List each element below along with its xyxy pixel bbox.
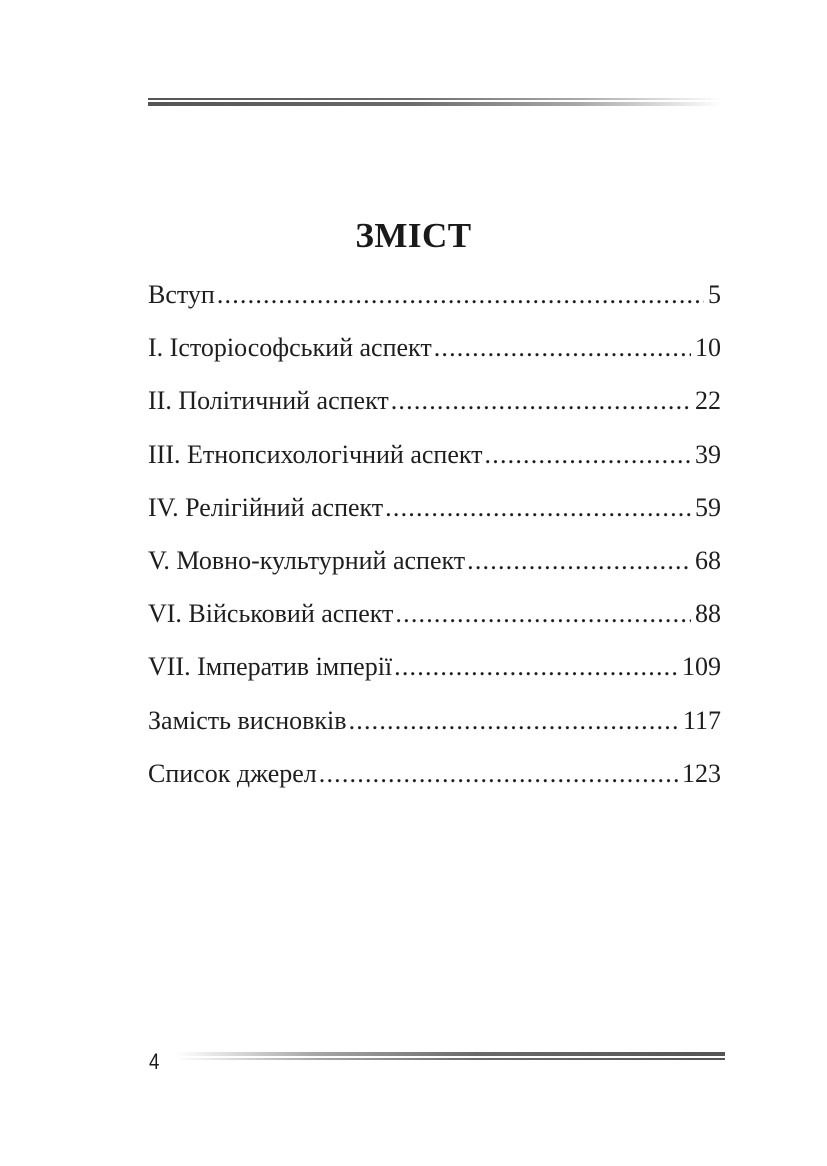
toc-entry-label: VII. Імператив імперії (148, 652, 393, 682)
header-rule-thin-line (148, 98, 722, 100)
footer-rule-thin-line (175, 1058, 725, 1060)
toc-entry-page: 117 (682, 705, 721, 735)
toc-entry-page: 22 (695, 386, 721, 416)
toc-entry-label: IV. Релігійний аспект (148, 492, 384, 522)
dot-leader (385, 488, 691, 528)
toc-entry-chapter-4[interactable] (148, 488, 721, 541)
dot-leader (349, 701, 679, 741)
toc-entry-label: I. Історіософський аспект (148, 333, 432, 363)
toc-entry-chapter-1[interactable] (148, 328, 721, 381)
footer-rule-thick-line (175, 1052, 725, 1056)
toc-entry-introduction[interactable] (148, 275, 721, 328)
header-rule (148, 98, 722, 106)
header-rule-thick-line (148, 102, 722, 106)
table-of-contents (148, 275, 721, 807)
dot-leader (395, 594, 691, 634)
toc-entry-chapter-6[interactable] (148, 594, 721, 647)
toc-entry-label: Список джерел (148, 758, 317, 788)
dot-leader (217, 275, 704, 315)
dot-leader (319, 754, 678, 794)
toc-entry-page: 59 (695, 492, 721, 522)
footer-rule (175, 1052, 725, 1060)
toc-entry-page: 109 (682, 652, 721, 682)
toc-entry-page: 88 (695, 599, 721, 629)
toc-entry-page: 39 (695, 439, 721, 469)
toc-entry-label: Замість висновків (148, 705, 347, 735)
toc-entry-chapter-3[interactable] (148, 435, 721, 488)
toc-entry-page: 10 (695, 333, 721, 363)
dot-leader (485, 435, 691, 475)
toc-entry-label: VI. Військовий аспект (148, 599, 394, 629)
toc-entry-label: Вступ (148, 280, 215, 309)
toc-entry-references[interactable] (148, 754, 721, 807)
toc-entry-page: 68 (695, 545, 721, 575)
dot-leader (394, 647, 678, 687)
toc-entry-label: V. Мовно-культурний аспект (148, 545, 466, 575)
toc-entry-conclusions[interactable] (148, 701, 721, 754)
dot-leader (434, 328, 691, 368)
toc-entry-chapter-2[interactable] (148, 381, 721, 434)
toc-entry-label: III. Етнопсихологічний аспект (148, 439, 483, 469)
page-number: 4 (149, 1049, 160, 1074)
dot-leader (467, 541, 691, 581)
toc-entry-page: 123 (682, 758, 721, 788)
toc-entry-label: II. Політичний аспект (148, 386, 389, 416)
toc-entry-chapter-5[interactable] (148, 541, 721, 594)
toc-entry-chapter-7[interactable] (148, 647, 721, 700)
page-title: ЗМІСТ (355, 216, 472, 256)
dot-leader (391, 381, 691, 421)
toc-entry-page: 5 (708, 280, 721, 309)
